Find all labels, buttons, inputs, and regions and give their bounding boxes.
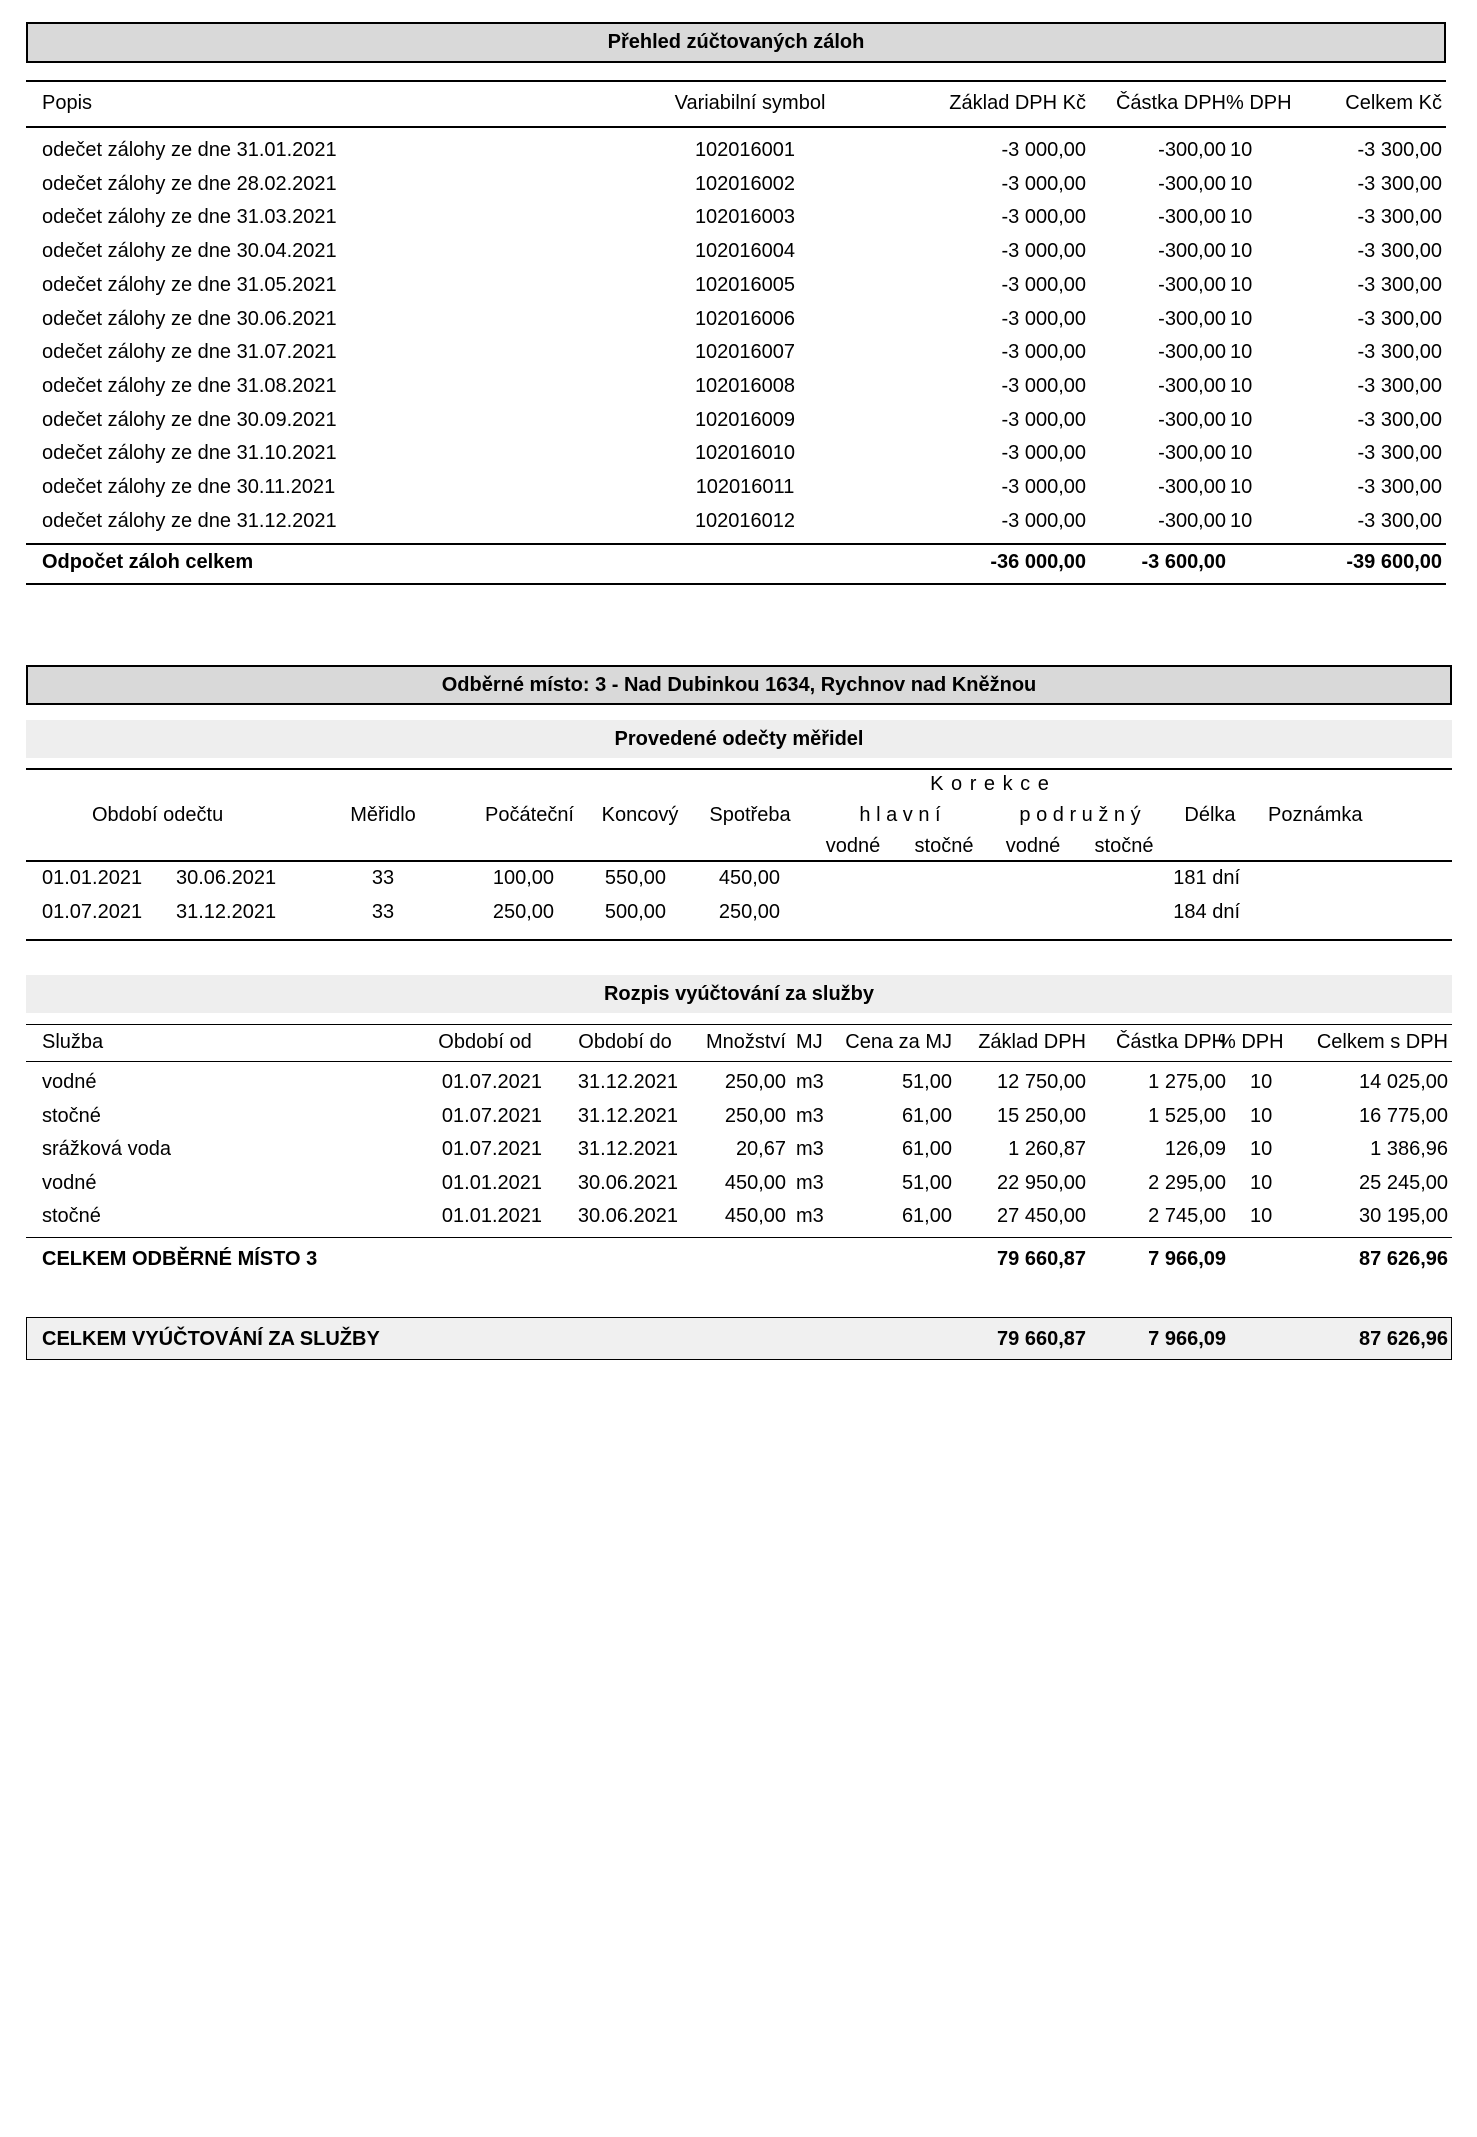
service-row-vat-rate: 10 [1250,1171,1273,1194]
services-vat-amount-header: Částka DPH [1115,1031,1226,1053]
advance-row-total: -3 300,00 [1357,206,1442,229]
advance-row-vat-base: -3 000,00 [1001,476,1086,498]
reading-row-start-value: 250,00 [492,900,554,923]
reading-row-meter: 33 [371,900,395,923]
vat-base-header: Základ DPH Kč [949,92,1086,114]
readings-header-bottom-rule [26,860,1452,862]
advance-row-vat-amount: -300,00 [1158,442,1226,465]
service-row-unit: m3 [796,1205,824,1228]
service-row-vat-base: 22 950,00 [997,1171,1086,1194]
service-row-period-to: 30.06.2021 [577,1171,678,1194]
advance-row-variable-symbol: 102016001 [694,139,796,161]
reading-row-consumption: 450,00 [718,867,780,889]
reading-row-meter: 33 [371,867,395,889]
service-row-vat-amount: 2 295,00 [1148,1171,1226,1194]
advance-row-vat-rate: 10 [1230,442,1253,465]
advance-row-total: -3 300,00 [1357,307,1442,330]
advance-row-variable-symbol: 102016005 [694,273,796,296]
service-row-service: stočné [42,1205,101,1228]
grand-total-base: 79 660,87 [997,1328,1086,1350]
readings-water2-header: vodné [1005,835,1061,857]
reading-row-length: 184 dní [1173,900,1240,923]
advances-total-bottom-rule [26,583,1446,585]
advance-row-vat-amount: -300,00 [1158,172,1226,195]
service-row-unit-price: 51,00 [901,1171,952,1194]
service-row-vat-rate: 10 [1250,1205,1273,1228]
advance-row-vat-rate: 10 [1230,240,1253,263]
advance-row-variable-symbol: 102016012 [694,509,796,532]
service-row-quantity: 450,00 [724,1205,786,1228]
advance-row-total: -3 300,00 [1357,240,1442,263]
services-period-to-header: Období do [578,1031,672,1053]
readings-start-header: Počáteční [485,804,574,826]
advance-row-vat-rate: 10 [1230,509,1253,532]
service-row-period-from: 01.07.2021 [441,1138,542,1161]
advance-row-variable-symbol: 102016008 [694,374,796,397]
advance-row-total: -3 300,00 [1357,509,1442,532]
advance-row-vat-amount: -300,00 [1158,206,1226,229]
grand-total-sum: 87 626,96 [1359,1328,1448,1350]
advance-row-description: odečet zálohy ze dne 30.09.2021 [42,408,337,431]
services-quantity-header: Množství [705,1031,786,1053]
place-title-bar [26,665,1452,705]
advance-row-vat-base: -3 000,00 [1001,374,1086,397]
reading-row-period-to: 31.12.2021 [176,900,277,923]
services-header-top-rule [26,1024,1452,1025]
advance-row-total: -3 300,00 [1357,172,1442,195]
service-row-period-from: 01.01.2021 [441,1205,542,1228]
service-row-period-to: 30.06.2021 [577,1205,678,1228]
advances-header-bottom-rule [26,126,1446,128]
service-row-unit-price: 61,00 [901,1205,952,1228]
place-total-sum: 87 626,96 [1359,1248,1448,1270]
service-row-vat-base: 1 260,87 [1008,1138,1086,1161]
advance-row-total: -3 300,00 [1357,476,1442,498]
advance-row-vat-base: -3 000,00 [1001,206,1086,229]
advance-row-vat-rate: 10 [1230,307,1253,330]
advance-row-vat-base: -3 000,00 [1001,139,1086,161]
readings-length-header: Délka [1184,804,1236,826]
advance-row-vat-amount: -300,00 [1158,408,1226,431]
advance-row-vat-base: -3 000,00 [1001,273,1086,296]
total-header: Celkem Kč [1345,92,1442,114]
service-row-service: vodné [42,1071,97,1093]
advance-row-total: -3 300,00 [1357,374,1442,397]
readings-end-header: Koncový [601,804,679,826]
advance-row-vat-base: -3 000,00 [1001,408,1086,431]
service-row-vat-rate: 10 [1250,1138,1273,1161]
advance-row-vat-amount: -300,00 [1158,307,1226,330]
advance-row-description: odečet zálohy ze dne 28.02.2021 [42,172,337,195]
advance-row-description: odečet zálohy ze dne 31.03.2021 [42,206,337,229]
advance-row-description: odečet zálohy ze dne 30.11.2021 [42,476,336,498]
advance-row-description: odečet zálohy ze dne 31.05.2021 [42,273,337,296]
readings-correction-header: K o r e k c e [930,773,1050,795]
service-row-period-from: 01.01.2021 [441,1171,542,1194]
service-row-unit-price: 51,00 [901,1071,952,1093]
service-row-vat-base: 12 750,00 [997,1071,1086,1093]
services-unit-price-header: Cena za MJ [845,1031,952,1053]
advance-row-vat-rate: 10 [1230,408,1253,431]
vat-amount-header: Částka DPH [1115,92,1226,114]
readings-bottom-rule [26,939,1452,941]
advance-row-total: -3 300,00 [1357,442,1442,465]
service-row-unit: m3 [796,1071,824,1093]
reading-row-period-from: 01.01.2021 [42,867,143,889]
advance-row-description: odečet zálohy ze dne 31.07.2021 [42,341,337,364]
readings-meter-header: Měřidlo [350,804,416,826]
advance-row-variable-symbol: 102016006 [694,307,796,330]
advance-row-vat-base: -3 000,00 [1001,172,1086,195]
vat-rate-header: % DPH [1226,92,1292,114]
advance-row-variable-symbol: 102016011 [695,476,795,498]
reading-row-period-from: 01.07.2021 [42,900,143,923]
advance-row-vat-amount: -300,00 [1158,341,1226,364]
advance-row-variable-symbol: 102016003 [694,206,796,229]
advances-total-base: -36 000,00 [990,551,1086,573]
service-row-vat-amount: 1 275,00 [1148,1071,1226,1093]
readings-sewage2-header: stočné [1094,835,1154,857]
readings-title: Provedené odečty měřidel [614,727,864,750]
services-header-bottom-rule [26,1061,1452,1062]
services-title: Rozpis vyúčtování za služby [603,982,875,1005]
service-row-total-with-vat: 25 245,00 [1359,1171,1448,1194]
services-period-from-header: Období od [438,1031,532,1053]
reading-row-consumption: 250,00 [718,900,780,923]
advance-row-vat-amount: -300,00 [1158,476,1226,498]
advance-row-vat-rate: 10 [1230,273,1253,296]
advances-total-vat: -3 600,00 [1141,551,1226,573]
service-row-vat-base: 15 250,00 [997,1104,1086,1127]
service-row-quantity: 250,00 [724,1071,786,1093]
popis-header: Popis [42,92,93,114]
service-row-period-to: 31.12.2021 [577,1104,678,1127]
service-row-period-from: 01.07.2021 [441,1104,542,1127]
advances-total-top-rule [26,543,1446,545]
service-row-period-from: 01.07.2021 [441,1071,542,1093]
advance-row-vat-amount: -300,00 [1158,273,1226,296]
readings-sub-header: p o d r u ž n ý [1019,804,1141,826]
service-row-total-with-vat: 1 386,96 [1370,1138,1448,1161]
advance-row-vat-base: -3 000,00 [1001,240,1086,263]
advance-row-vat-base: -3 000,00 [1001,509,1086,532]
place-total-vat: 7 966,09 [1148,1248,1226,1270]
readings-sewage1-header: stočné [914,835,974,857]
service-row-quantity: 250,00 [724,1104,786,1127]
service-row-unit-price: 61,00 [901,1138,952,1161]
advance-row-total: -3 300,00 [1357,273,1442,296]
advance-row-description: odečet zálohy ze dne 30.06.2021 [42,307,337,330]
advance-row-vat-rate: 10 [1230,341,1253,364]
services-service-header: Služba [42,1031,104,1053]
advance-row-vat-amount: -300,00 [1158,374,1226,397]
readings-consumption-header: Spotřeba [709,804,791,826]
advance-row-vat-base: -3 000,00 [1001,341,1086,364]
advance-row-description: odečet zálohy ze dne 31.01.2021 [42,139,337,161]
grand-total-vat: 7 966,09 [1148,1328,1226,1350]
advances-title-bar [26,22,1446,63]
readings-title-bar [26,720,1452,758]
readings-header-top-rule [26,768,1452,770]
service-row-vat-rate: 10 [1250,1071,1273,1093]
advances-header-top-rule [26,80,1446,82]
reading-row-end-value: 550,00 [604,867,666,889]
advance-row-vat-base: -3 000,00 [1001,442,1086,465]
advance-row-vat-rate: 10 [1230,374,1253,397]
advance-row-vat-rate: 10 [1230,139,1253,161]
advance-row-total: -3 300,00 [1357,139,1442,161]
advance-row-total: -3 300,00 [1357,408,1442,431]
service-row-service: srážková voda [42,1138,171,1161]
advance-row-vat-rate: 10 [1230,476,1253,498]
advance-row-variable-symbol: 102016007 [694,341,796,364]
advance-row-variable-symbol: 102016009 [694,408,796,431]
service-row-period-to: 31.12.2021 [577,1071,678,1093]
advances-total-sum: -39 600,00 [1346,551,1442,573]
advance-row-description: odečet zálohy ze dne 31.10.2021 [42,442,337,465]
services-vat-rate-header: % DPH [1218,1031,1284,1053]
readings-water1-header: vodné [825,835,881,857]
services-unit-header: MJ [796,1031,823,1053]
advance-row-variable-symbol: 102016010 [694,442,796,465]
service-row-total-with-vat: 16 775,00 [1359,1104,1448,1127]
service-row-unit: m3 [796,1171,824,1194]
reading-row-start-value: 100,00 [492,867,554,889]
reading-row-period-to: 30.06.2021 [176,867,277,889]
service-row-service: vodné [42,1171,97,1194]
advance-row-variable-symbol: 102016002 [694,172,796,195]
service-row-vat-amount: 1 525,00 [1148,1104,1226,1127]
service-row-service: stočné [42,1104,101,1127]
service-row-total-with-vat: 14 025,00 [1359,1071,1448,1093]
place-total-base: 79 660,87 [997,1248,1086,1270]
variable-symbol-header: Variabilní symbol [674,92,826,114]
service-row-unit-price: 61,00 [901,1104,952,1127]
readings-note-header: Poznámka [1268,804,1363,826]
services-total-with-vat-header: Celkem s DPH [1316,1031,1448,1053]
service-row-unit: m3 [796,1104,824,1127]
service-row-total-with-vat: 30 195,00 [1359,1205,1448,1228]
service-row-vat-base: 27 450,00 [997,1205,1086,1228]
advance-row-vat-base: -3 000,00 [1001,307,1086,330]
advance-row-vat-amount: -300,00 [1158,509,1226,532]
readings-main-header: h l a v n í [859,804,941,826]
service-row-unit: m3 [796,1138,824,1161]
advance-row-vat-amount: -300,00 [1158,139,1226,161]
service-row-quantity: 20,67 [735,1138,786,1161]
advance-row-variable-symbol: 102016004 [694,240,796,263]
advances-title: Přehled zúčtovaných záloh [607,31,865,53]
place-title: Odběrné místo: 3 - Nad Dubinkou 1634, Rychnov nad Kněžnou [441,673,1037,696]
advance-row-description: odečet zálohy ze dne 31.12.2021 [42,509,337,532]
service-row-vat-amount: 2 745,00 [1148,1205,1226,1228]
advance-row-vat-rate: 10 [1230,172,1253,195]
advance-row-vat-amount: -300,00 [1158,240,1226,263]
services-vat-base-header: Základ DPH [978,1031,1086,1053]
services-title-bar [26,975,1452,1013]
advance-row-vat-rate: 10 [1230,206,1253,229]
advance-row-total: -3 300,00 [1357,341,1442,364]
reading-row-end-value: 500,00 [604,900,666,923]
advance-row-description: odečet zálohy ze dne 31.08.2021 [42,374,337,397]
place-total-label: CELKEM ODBĚRNÉ MÍSTO 3 [42,1248,318,1270]
service-row-period-to: 31.12.2021 [577,1138,678,1161]
advances-total-label: Odpočet záloh celkem [42,551,254,573]
service-row-vat-rate: 10 [1250,1104,1273,1127]
reading-row-length: 181 dní [1173,867,1240,889]
service-row-vat-amount: 126,09 [1164,1138,1226,1161]
advance-row-description: odečet zálohy ze dne 30.04.2021 [42,240,337,263]
service-row-quantity: 450,00 [724,1171,786,1194]
services-total-top-rule [26,1237,1452,1238]
readings-period-header: Období odečtu [92,804,224,826]
grand-total-label: CELKEM VYÚČTOVÁNÍ ZA SLUŽBY [42,1328,380,1350]
